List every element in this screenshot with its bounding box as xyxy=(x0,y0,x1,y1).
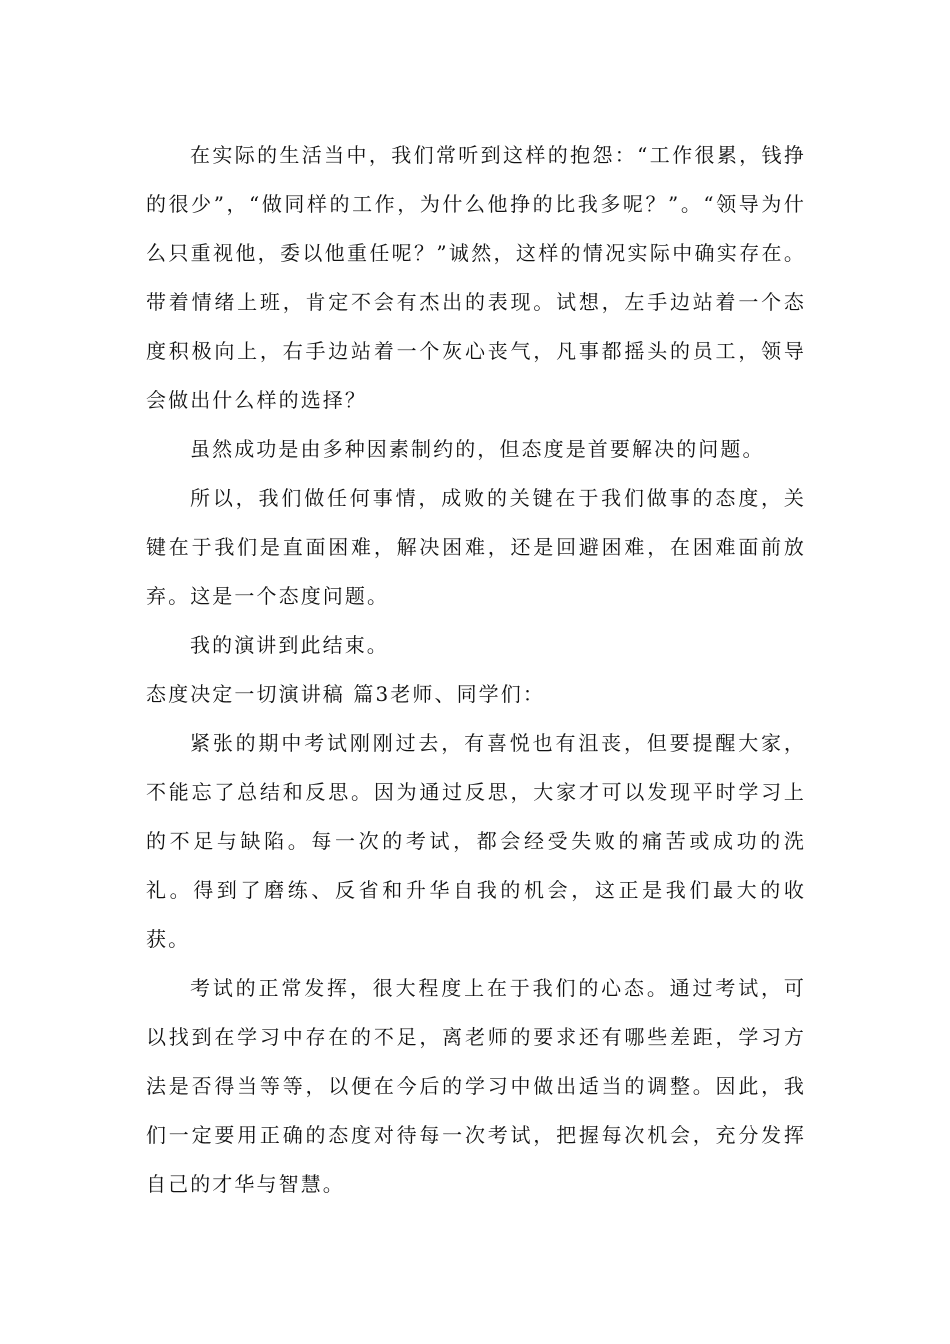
paragraph: 虽然成功是由多种因素制约的，但态度是首要解决的问题。 xyxy=(190,437,765,461)
section-heading: 态度决定一切演讲稿 篇3老师、同学们： xyxy=(146,682,545,706)
paragraph: 我的演讲到此结束。 xyxy=(190,633,389,657)
paragraph: 所以，我们做任何事情，成败的关键在于我们做事的态度，关键在于我们是直面困难，解决困难，还是回避困难，在困难面前放弃。这是一个态度问题。 xyxy=(146,486,806,608)
paragraph: 考试的正常发挥，很大程度上在于我们的心态。通过考试，可以找到在学习中存在的不足，离老师的要求还有哪些差距，学习方法是否得当等等，以便在今后的学习中做出适当的调整。因此，我们一定要用正确的态度对待每一次考试，把握每次机会，充分发挥自己的才华与智慧。 xyxy=(146,976,806,1196)
document-body xyxy=(146,131,806,1209)
paragraph: 在实际的生活当中，我们常听到这样的抱怨：“工作很累，钱挣的很少”，“做同样的工作，为什么他挣的比我多呢？”。“领导为什么只重视他，委以他重任呢？”诚然，这样的情况实际中确实存在。带着情绪上班，肯定不会有杰出的表现。试想，左手边站着一个态度积极向上，右手边站着一个灰心丧气，凡事都摇头的员工，领导会做出什么样的选择？ xyxy=(146,143,806,412)
paragraph: 紧张的期中考试刚刚过去，有喜悦也有沮丧，但要提醒大家，不能忘了总结和反思。因为通过反思，大家才可以发现平时学习上的不足与缺陷。每一次的考试，都会经受失败的痛苦或成功的洗礼。得到了磨练、反省和升华自我的机会，这正是我们最大的收获。 xyxy=(146,731,806,951)
